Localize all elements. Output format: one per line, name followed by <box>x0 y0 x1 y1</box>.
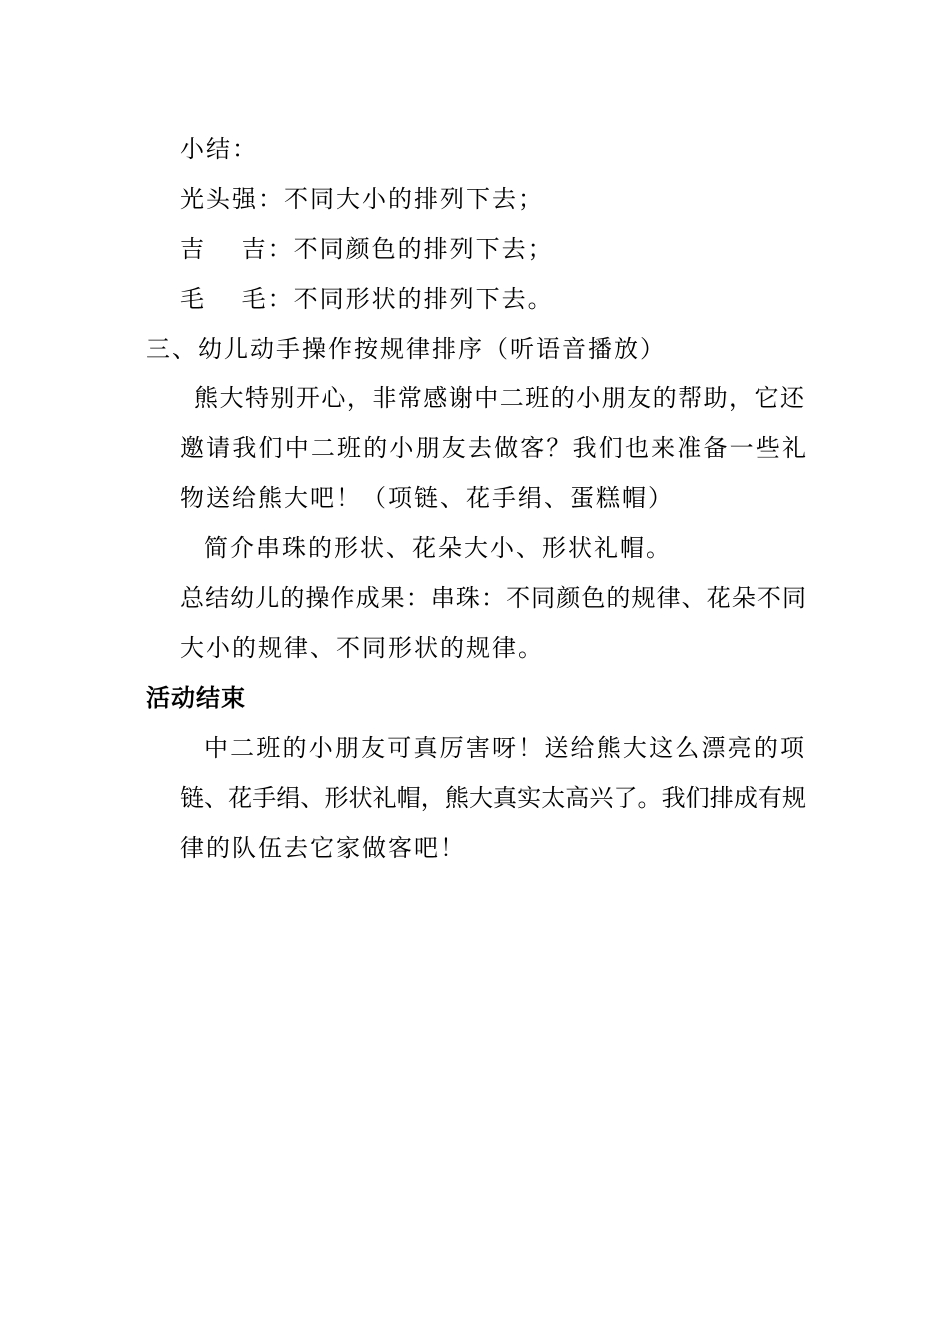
summary-item-maomao: 毛 毛：不同形状的排列下去。 <box>180 285 554 313</box>
section3-para3-line2: 大小的规律、不同形状的规律。 <box>180 634 544 662</box>
summary-item-jiji: 吉 吉：不同颜色的排列下去； <box>180 235 554 263</box>
section3-para1-line3: 物送给熊大吧！（项链、花手绢、蛋糕帽） <box>180 484 674 512</box>
ending-para-line1: 中二班的小朋友可真厉害呀！送给熊大这么漂亮的项 <box>204 734 804 762</box>
ending-para-line2: 链、花手绢、形状礼帽，熊大真实太高兴了。我们排成有规 <box>180 784 806 812</box>
summary-item-bald-qiang: 光头强：不同大小的排列下去； <box>180 185 544 213</box>
section3-para1-line1: 熊大特别开心，非常感谢中二班的小朋友的帮助，它还 <box>194 384 804 412</box>
ending-heading: 活动结束 <box>146 684 246 712</box>
section3-heading: 三、幼儿动手操作按规律排序（听语音播放） <box>146 335 666 363</box>
section3-para2: 简介串珠的形状、花朵大小、形状礼帽。 <box>204 534 672 562</box>
section3-para3-line1: 总结幼儿的操作成果：串珠：不同颜色的规律、花朵不同 <box>180 584 806 612</box>
ending-para-line3: 律的队伍去它家做客吧！ <box>180 834 466 862</box>
section3-para1-line2: 邀请我们中二班的小朋友去做客？我们也来准备一些礼 <box>180 434 806 462</box>
summary-heading: 小结： <box>180 135 258 163</box>
